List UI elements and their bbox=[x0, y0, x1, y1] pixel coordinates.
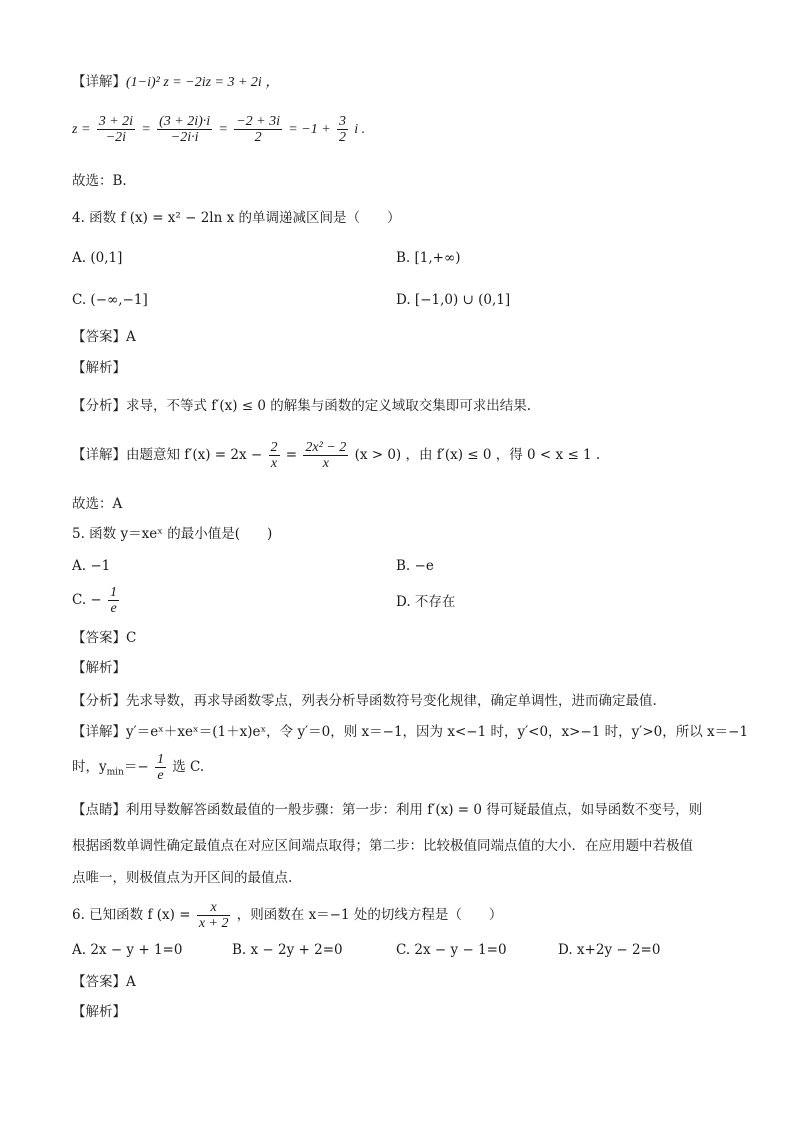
detail-line-1 bbox=[72, 72, 279, 93]
fraction-1 bbox=[97, 114, 135, 145]
answer-value: A bbox=[126, 974, 136, 990]
numerator: 1 bbox=[110, 585, 118, 600]
numerator: 3 + 2i bbox=[98, 114, 134, 129]
answer-line bbox=[72, 628, 136, 648]
fraction bbox=[155, 752, 166, 783]
numerator: 2x² − 2 bbox=[305, 440, 347, 455]
choose-line: 故选：A bbox=[72, 496, 123, 512]
option-d: D. 不存在 bbox=[396, 594, 456, 610]
detail-text: 由题意知 f′(x) = 2x − bbox=[126, 447, 263, 463]
answer-tag: 【答案】 bbox=[72, 329, 126, 345]
question-4: 4. 函数 f (x) = x² − 2ln x 的单调递减区间是（ ） bbox=[72, 210, 401, 226]
equation: (1−i)² z = −2iz = 3 + 2i ， bbox=[126, 75, 280, 90]
denominator: x + 2 bbox=[198, 916, 229, 931]
answer-value: C bbox=[126, 630, 137, 646]
fraction bbox=[108, 585, 119, 616]
question-text: 6. 已知函数 f (x) = bbox=[72, 907, 191, 923]
answer-value: A bbox=[126, 329, 136, 345]
denominator: e bbox=[110, 601, 117, 616]
detail-line-2 bbox=[72, 114, 365, 145]
option-b: B. x − 2y + 2=0 bbox=[232, 942, 343, 958]
question-6 bbox=[72, 900, 502, 931]
option-c bbox=[72, 585, 121, 616]
numerator: 2 bbox=[270, 440, 278, 455]
option-a: A. −1 bbox=[72, 558, 111, 574]
subscript: min bbox=[106, 767, 124, 778]
detail-tag: 【详解】 bbox=[72, 447, 126, 463]
option-a: A. (0,1] bbox=[72, 250, 123, 266]
equals: = −1 + bbox=[288, 122, 331, 137]
denominator: x bbox=[270, 456, 278, 471]
analysis-tag: 【分析】 bbox=[72, 398, 126, 414]
question-text: ，则函数在 x＝−1 处的切线方程是（ ） bbox=[236, 907, 503, 923]
analysis-heading: 【解析】 bbox=[72, 660, 126, 676]
equation-lead: z = bbox=[72, 122, 91, 137]
denominator: 2 bbox=[254, 130, 262, 145]
equals: = bbox=[218, 122, 228, 137]
tip-line bbox=[72, 800, 702, 820]
option-c: C. 2x − y − 1=0 bbox=[396, 942, 507, 958]
denominator: 2 bbox=[338, 130, 346, 145]
detail-text: 时，y bbox=[72, 759, 107, 775]
numerator: −2 + 3i bbox=[236, 114, 280, 129]
equals: = bbox=[285, 447, 298, 463]
option-b: B. −e bbox=[396, 558, 434, 574]
fraction-4 bbox=[337, 114, 348, 145]
analysis-heading: 【解析】 bbox=[72, 360, 126, 376]
analysis-line bbox=[72, 396, 531, 416]
option-b: B. [1,+∞) bbox=[396, 250, 461, 266]
option-a: A. 2x − y + 1=0 bbox=[72, 942, 183, 958]
tip-text-3: 点唯一，则极值点为开区间的最值点. bbox=[72, 870, 293, 886]
numerator: 3 bbox=[338, 114, 346, 129]
detail-text: ＝− bbox=[123, 759, 149, 775]
option-text: C. − bbox=[72, 592, 102, 608]
choose-line: 故选：B. bbox=[72, 173, 127, 189]
denominator: x bbox=[322, 456, 329, 471]
detail-text: y′＝eˣ＋xeˣ＝(1＋x)eˣ，令 y′＝0，则 x＝−1，因为 x<−1 时，y′<0，x>−1 时，y′>0，所以 x＝−1 bbox=[126, 724, 749, 740]
answer-line bbox=[72, 972, 136, 992]
fraction bbox=[269, 440, 280, 471]
analysis-text: 求导，不等式 f′(x) ≤ 0 的解集与函数的定义域取交集即可求出结果. bbox=[126, 398, 532, 414]
fraction-3 bbox=[234, 114, 282, 145]
answer-tag: 【答案】 bbox=[72, 630, 126, 646]
detail-line-q5 bbox=[72, 722, 748, 742]
numerator: 1 bbox=[156, 752, 164, 767]
fraction bbox=[197, 900, 231, 931]
detail-text: 选 C. bbox=[172, 759, 205, 775]
denominator: −2i bbox=[105, 130, 127, 145]
analysis-tag: 【分析】 bbox=[72, 693, 126, 709]
analysis-line bbox=[72, 691, 657, 711]
detail-line-q5b bbox=[72, 752, 204, 783]
analysis-heading: 【解析】 bbox=[72, 1004, 126, 1020]
numerator: (3 + 2i)·i bbox=[159, 114, 211, 129]
detail-tag: 【详解】 bbox=[72, 724, 126, 740]
option-c: C. (−∞,−1] bbox=[72, 292, 148, 308]
option-d: D. [−1,0) ∪ (0,1] bbox=[396, 292, 511, 308]
tip-text-2: 根据函数单调性确定最值点在对应区间端点取得；第二步：比较极值同端点值的大小．在应用题中若极值 bbox=[72, 838, 693, 854]
question-5: 5. 函数 y＝xeˣ 的最小值是( ) bbox=[72, 526, 273, 542]
detail-line-q4 bbox=[72, 440, 600, 471]
tip-tag: 【点睛】 bbox=[72, 802, 126, 818]
numerator: x bbox=[197, 900, 231, 916]
tip-text: 利用导数解答函数最值的一般步骤：第一步：利用 f′(x) = 0 得可疑最值点，如导函数不变号，则 bbox=[126, 802, 703, 818]
denominator: −2i·i bbox=[170, 130, 199, 145]
fraction-2 bbox=[157, 114, 212, 145]
answer-tag: 【答案】 bbox=[72, 974, 126, 990]
detail-text: (x > 0) ，由 f′(x) ≤ 0 ，得 0 < x ≤ 1 . bbox=[354, 447, 601, 463]
option-d: D. x+2y − 2=0 bbox=[558, 942, 661, 958]
detail-tag: 【详解】 bbox=[72, 74, 126, 90]
denominator: e bbox=[157, 768, 164, 783]
equation-tail: i . bbox=[354, 122, 366, 137]
analysis-text: 先求导数，再求导函数零点，列表分析导函数符号变化规律，确定单调性，进而确定最值. bbox=[126, 693, 657, 709]
equals: = bbox=[141, 122, 151, 137]
answer-line bbox=[72, 327, 136, 347]
fraction bbox=[303, 440, 348, 471]
